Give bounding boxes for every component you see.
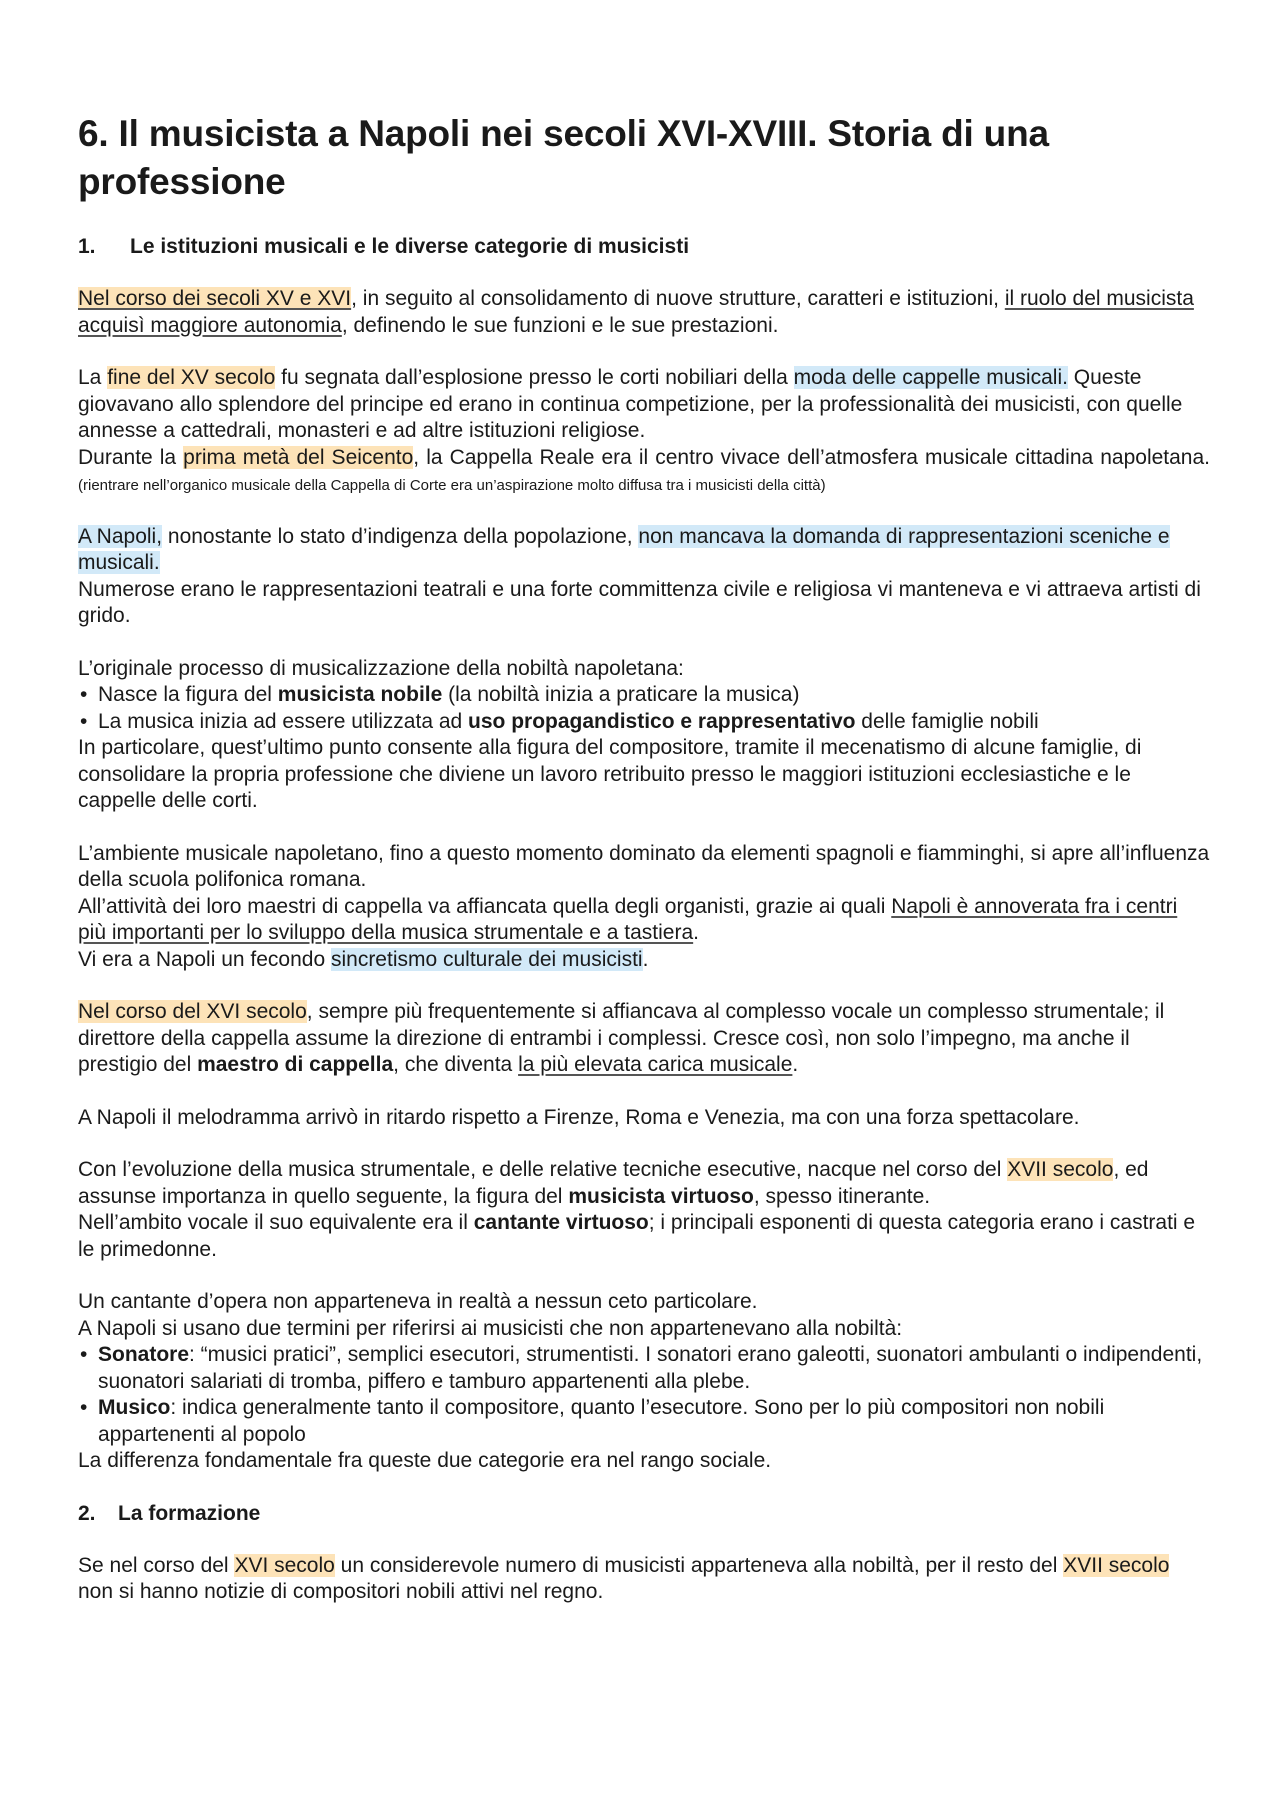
text: Con l’evoluzione della musica strumentale, e delle relative tecniche esecutive, nacque nel corso del: [78, 1158, 1008, 1181]
highlight: prima metà del Seicento: [183, 445, 414, 469]
text: non si hanno notizie di compositori nobili attivi nel regno.: [78, 1580, 604, 1603]
text: un considerevole numero di musicisti apparteneva alla nobiltà, per il resto del: [334, 1553, 1064, 1577]
text: ; i principali esponenti di questa categoria erano i castrati e le primedonne.: [78, 1211, 1196, 1261]
highlight: non mancava la domanda di rappresentazioni sceniche e musicali.: [78, 524, 1170, 574]
text: .: [792, 1053, 799, 1076]
text: , in seguito al consolidamento di nuove strutture, caratteri e istituzioni,: [351, 287, 1005, 310]
text: .: [693, 921, 699, 944]
section-1-title: Le istituzioni musicali e le diverse categorie di musicisti: [130, 235, 690, 258]
paragraph-4-after: In particolare, quest’ultimo punto consente alla figura del compositore, tramite il mecenatismo di alcune famiglie, di consolidare la propria professione che diviene un lavoro retribuito presso le maggiori istituzioni ecclesiastiche e le cappelle delle corti.: [78, 736, 1142, 812]
text: fu segnata dall’esplosione presso le corti nobiliari della: [275, 366, 794, 389]
paragraph-10: [78, 1553, 1210, 1606]
highlight: XVII secolo: [1063, 1553, 1170, 1577]
bold: Sonatore: [98, 1343, 190, 1366]
list-item: [78, 682, 1210, 709]
paragraph-9-after: La differenza fondamentale fra queste due categorie era nel rango sociale.: [78, 1449, 772, 1472]
highlight: Nel corso del XVI secolo: [78, 1000, 307, 1023]
paragraph-9: [78, 1289, 1210, 1342]
text: : “musici pratici”, semplici esecutori, strumentisti. I sonatori erano galeotti, suonatori ambulanti o indipendenti, suonatori salariati di tromba, piffero e tamburo appartenenti alla plebe.: [98, 1343, 1203, 1393]
section-2-number: 2.: [78, 1501, 96, 1525]
text: delle famiglie nobili: [855, 709, 1039, 733]
list-item: [78, 1395, 1210, 1448]
text: La musica inizia ad essere utilizzata ad: [98, 709, 469, 733]
text: , sempre più frequentemente si affiancava al complesso vocale un complesso strumentale; il direttore della cappella assume la direzione di entrambi i complessi. Cresce così, non solo l’impegno, ma anche il prestigio del: [78, 1000, 1165, 1076]
text: Numerose erano le rappresentazioni teatrali e una forte committenza civile e religiosa vi manteneva e vi attraeva artisti di grido.: [78, 577, 1201, 627]
text: Nell’ambito vocale il suo equivalente era il: [78, 1211, 474, 1234]
text: A Napoli si usano due termini per riferirsi ai musicisti che non appartenevano alla nobiltà:: [78, 1316, 903, 1340]
list-item: [78, 1342, 1210, 1395]
paragraph-5-line: [78, 947, 1210, 974]
highlight: fine del XV secolo: [107, 366, 276, 389]
section-1-heading: [78, 234, 1210, 260]
text: , ed assunse importanza in quello seguente, la figura del: [78, 1158, 1149, 1208]
paragraph-1: [78, 286, 1210, 339]
text: , definendo le sue funzioni e le sue prestazioni.: [341, 313, 779, 337]
underline: la più elevata carica musicale: [518, 1053, 793, 1076]
text: : indica generalmente tanto il compositore, quanto l’esecutore. Sono per lo più compositori non nobili appartenenti al popolo: [98, 1396, 1105, 1446]
text: Nasce la figura del: [98, 683, 278, 706]
text: , che diventa: [393, 1053, 519, 1076]
text: Un cantante d’opera non apparteneva in realtà a nessun ceto particolare.: [78, 1290, 758, 1313]
paragraph-7: A Napoli il melodramma arrivò in ritardo rispetto a Firenze, Roma e Venezia, ma con una forza spettacolare.: [78, 1105, 1080, 1129]
text: .: [642, 947, 649, 971]
highlight: sincretismo culturale dei musicisti: [330, 947, 643, 971]
underline: il ruolo del musicista acquisì maggiore autonomia: [78, 287, 1194, 337]
paragraph-6: [78, 999, 1210, 1079]
paragraph-3: [78, 524, 1210, 630]
text: Durante la: [78, 445, 184, 469]
bold: maestro di cappella: [197, 1053, 394, 1076]
bold: musicista nobile: [277, 683, 443, 706]
paragraph-8-line: [78, 1210, 1210, 1263]
text: L’ambiente musicale napoletano, fino a questo momento dominato da elementi spagnoli e fiamminghi, si apre all’influenza della scuola polifonica romana.: [78, 841, 1210, 891]
nobility-list: [78, 682, 1210, 735]
text: (la nobiltà inizia a praticare la musica): [442, 683, 800, 706]
highlight: XVII secolo: [1007, 1158, 1114, 1181]
highlight: XVI secolo: [234, 1553, 335, 1577]
bold: uso propagandistico e rappresentativo: [468, 709, 856, 733]
text: , la Cappella Reale era il centro vivace dell’atmosfera musicale cittadina napoletana.: [413, 445, 1211, 469]
section-2-title: La formazione: [118, 1501, 261, 1525]
paragraph-2: [78, 365, 1210, 498]
text: nonostante lo stato d’indigenza della popolazione,: [162, 524, 639, 548]
page-title: 6. Il musicista a Napoli nei secoli XVI-XVIII. Storia di una professione: [78, 113, 1049, 202]
paragraph-8: [78, 1157, 1210, 1263]
highlight: moda delle cappelle musicali.: [793, 366, 1068, 389]
musicians-list: [78, 1342, 1210, 1448]
paragraph-2-line: [78, 445, 1210, 498]
text: , spesso itinerante.: [753, 1184, 931, 1208]
text: La: [78, 366, 108, 389]
paragraph-5: [78, 841, 1210, 974]
bold: Musico: [98, 1396, 171, 1419]
section-2-heading: [78, 1501, 1210, 1527]
bold: cantante virtuoso: [473, 1211, 649, 1234]
bold: musicista virtuoso: [568, 1184, 754, 1208]
text: Vi era a Napoli un fecondo: [78, 947, 331, 971]
highlight: Nel corso dei secoli XV e XVI: [78, 287, 352, 310]
underline: Napoli è annoverata fra i centri più importanti per lo sviluppo della musica strumentale e a tastiera: [78, 894, 1178, 944]
highlight: A Napoli,: [78, 524, 163, 548]
list-item: [78, 709, 1210, 736]
text: Se nel corso del: [78, 1553, 235, 1577]
section-1-number: 1.: [78, 235, 96, 258]
note: (rientrare nell’organico musicale della Cappella di Corte era un’aspirazione molto diffusa tra i musicisti della città): [78, 477, 826, 494]
paragraph-4: [78, 656, 1210, 683]
text: Queste giovavano allo splendore del principe ed erano in continua competizione, per la professionalità dei musicisti, con quelle annesse a cattedrali, monasteri e ad altre istituzioni religiose.: [78, 366, 1183, 442]
text: L’originale processo di musicalizzazione della nobiltà napoletana:: [78, 656, 684, 680]
document-page: [78, 110, 1210, 1632]
text: All’attività dei loro maestri di cappella va affiancata quella degli organisti, grazie ai quali: [78, 894, 892, 918]
